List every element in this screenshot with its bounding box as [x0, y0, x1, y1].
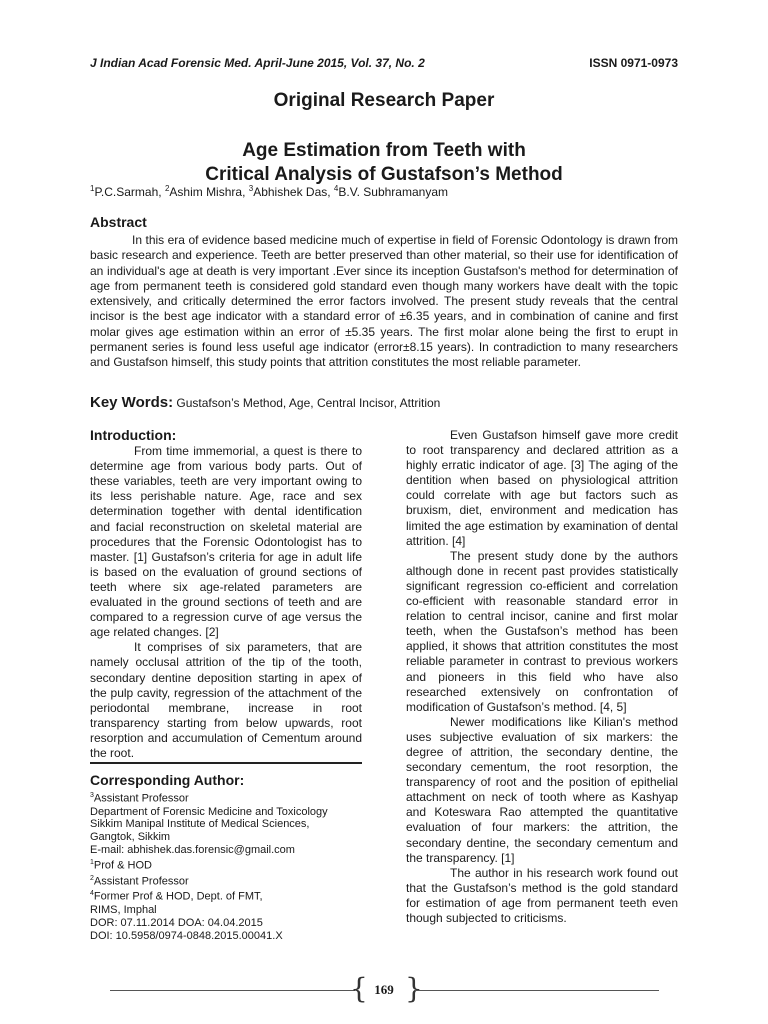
paragraph-text: The present study done by the authors although done in recent past provides statistically significant regression co-efficient and correlation co-efficient with reasonable standard error in relation to central incisor, canine and first molar teeth, when the Gustafson’s method has been applied, it shows that attrition constitutes the most reliable parameter in contrast to previous workers and pioneers in this field who have also researched extensively on confrontation of modification of Gustafson’s method. [4, 5]	[406, 548, 678, 714]
paragraph	[406, 866, 678, 926]
affiliation-mark: 2	[90, 874, 94, 882]
paragraph-text: The author in his research work found out that the Gustafson’s method is the gold standard for estimation of age from permanent teeth even though subjected to criticisms.	[406, 865, 678, 925]
abstract-body	[90, 233, 678, 371]
paragraph	[90, 640, 362, 761]
paragraph-text: From time immemorial, a quest is there to determine age from various body parts. Out of these variables, teeth are very important owing to its less perishable nature. Age, race and sex determination together with dental identification and facial reconstruction on skeletal material are procedures that the Forensic Odontologist has to master. [1] Gustafson’s criteria for age in adult life is based on the evaluation of ground sections of teeth where six age-related parameters are evaluated in the ground sections of teeth and are compared to a regression curve of age versus the age related changes. [2]	[90, 444, 362, 640]
dates-line	[90, 917, 380, 930]
doi-line	[90, 930, 380, 943]
affiliation-text: Gangtok, Sikkim	[90, 831, 171, 844]
author-name: Ashim Mishra,	[169, 185, 249, 199]
section-divider	[90, 762, 362, 764]
introduction-heading: Introduction:	[90, 427, 177, 443]
affiliation-text: Assistant Professor	[93, 875, 189, 888]
affiliation-text: Sikkim Manipal Institute of Medical Sciences,	[90, 818, 310, 831]
author	[90, 185, 165, 199]
affiliation-line	[90, 873, 380, 889]
affiliation-line	[90, 806, 380, 819]
affiliation-line	[90, 831, 380, 844]
paragraph	[90, 444, 362, 640]
author-list	[90, 184, 690, 199]
footer-rule-right	[414, 990, 659, 991]
left-brace-ornament: {	[350, 972, 368, 1005]
affiliation-line	[90, 904, 380, 917]
author-name: Abhishek Das,	[253, 185, 334, 199]
paragraph-text: Newer modifications like Kilian's method uses subjective evaluation of six markers: the degree of attrition, the secondary dentine, the secondary cementum, the root resorption, the transparency of root and the position of epithelial attachment on neck of tooth where as Kashyap and Koteswara Rao attempted the quantitative evaluation of four markers: the attrition, the secondary dentine, the secondary cementum and the transparency. [1]	[406, 714, 678, 865]
affiliation-line	[90, 857, 380, 873]
paragraph-text: Even Gustafson himself gave more credit to root transparency and declared attrition as a highly erratic indicator of age. [3] The aging of the dentition when based on physiological attrition could correlate with age but factors such as bruxism, diet, environment and medication has limited the age estimation by examination of dental attrition. [4]	[406, 428, 678, 548]
author-name: B.V. Subhramanyam	[338, 185, 448, 199]
corresponding-author-heading: Corresponding Author:	[90, 772, 245, 788]
affiliation-mark: 3	[90, 792, 94, 799]
paper-title	[0, 139, 768, 187]
affiliation-text: RIMS, Imphal	[90, 903, 157, 916]
author-affiliation-mark: 1	[90, 184, 95, 193]
journal-citation: J Indian Acad Forensic Med. April-June 2015, Vol. 37, No. 2	[90, 56, 425, 70]
abstract-heading: Abstract	[90, 214, 147, 230]
footer-rule-left	[110, 990, 355, 991]
author	[249, 185, 334, 199]
title-line-2: Critical Analysis of Gustafson’s Method	[205, 164, 563, 185]
keywords	[90, 394, 690, 411]
affiliation-line	[90, 888, 380, 904]
paragraph	[406, 549, 678, 715]
issn: ISSN 0971-0973	[589, 56, 678, 70]
corresponding-author-details	[90, 790, 380, 943]
author	[165, 185, 249, 199]
affiliation-line	[90, 818, 380, 831]
left-column	[90, 428, 362, 761]
email-text: E-mail: abhishek.das.forensic@gmail.com	[90, 844, 295, 857]
affiliation-text: Prof & HOD	[93, 859, 152, 872]
email-line	[90, 844, 380, 857]
dates-text: DOR: 07.11.2014 DOA: 04.04.2015	[90, 916, 263, 929]
research-type: Original Research Paper	[273, 90, 495, 111]
author	[334, 185, 448, 199]
affiliation-text: Former Prof & HOD, Dept. of FMT,	[93, 890, 263, 903]
paragraph-text: It comprises of six parameters, that are namely occlusal attrition of the tip of the tooth, secondary dentine deposition starting in apex of the pulp cavity, regression of the attachment of the periodontal membrane, increase in root transparency starting from below upwards, root resorption and accumulation of Cementum around the root.	[90, 640, 362, 760]
right-column	[406, 428, 678, 926]
affiliation-line	[90, 790, 380, 806]
page-number: 169	[374, 982, 394, 997]
abstract-text: In this era of evidence based medicine much of expertise in field of Forensic Odontology is drawn from basic research and experience. Teeth are better preserved than other material, so their use for identification of an individual's age at death is very important .Ever since its inception Gustafson's method for determination of age from permanent teeth is considered gold standard even though many workers have dealt with the topic extensively, and critically determined the error factors involved. The present study reveals that the central incisor is the best age indicator with a standard error of ±6.35 years, and in combination of canine and first molar gives age estimation within an error of ±5.35 years. The first molar alone being the first to erupt in permanent series is found less useful age indicator (error±8.15 years). In contradiction to many researchers and Gustafson himself, this study points that attrition constitutes the most reliable parameter.	[90, 233, 678, 370]
author-affiliation-mark: 3	[248, 184, 254, 193]
paragraph	[406, 715, 678, 866]
keywords-text: Gustafson’s Method, Age, Central Incisor, Attrition	[173, 396, 441, 410]
doi-text: DOI: 10.5958/0974-0848.2015.00041.X	[90, 929, 283, 942]
keywords-label: Key Words:	[90, 394, 174, 411]
author-name: P.C.Sarmah,	[94, 185, 165, 199]
affiliation-mark: 1	[90, 859, 94, 867]
affiliation-text: Department of Forensic Medicine and Toxicology	[90, 805, 328, 818]
affiliation-text: Assistant Professor	[93, 792, 189, 805]
author-affiliation-mark: 4	[333, 184, 339, 193]
journal-header	[90, 56, 678, 76]
affiliation-mark: 4	[90, 890, 94, 898]
author-affiliation-mark: 2	[164, 184, 170, 193]
right-brace-ornament: }	[405, 972, 423, 1005]
paragraph	[406, 428, 678, 549]
title-line-1: Age Estimation from Teeth with	[242, 140, 526, 161]
